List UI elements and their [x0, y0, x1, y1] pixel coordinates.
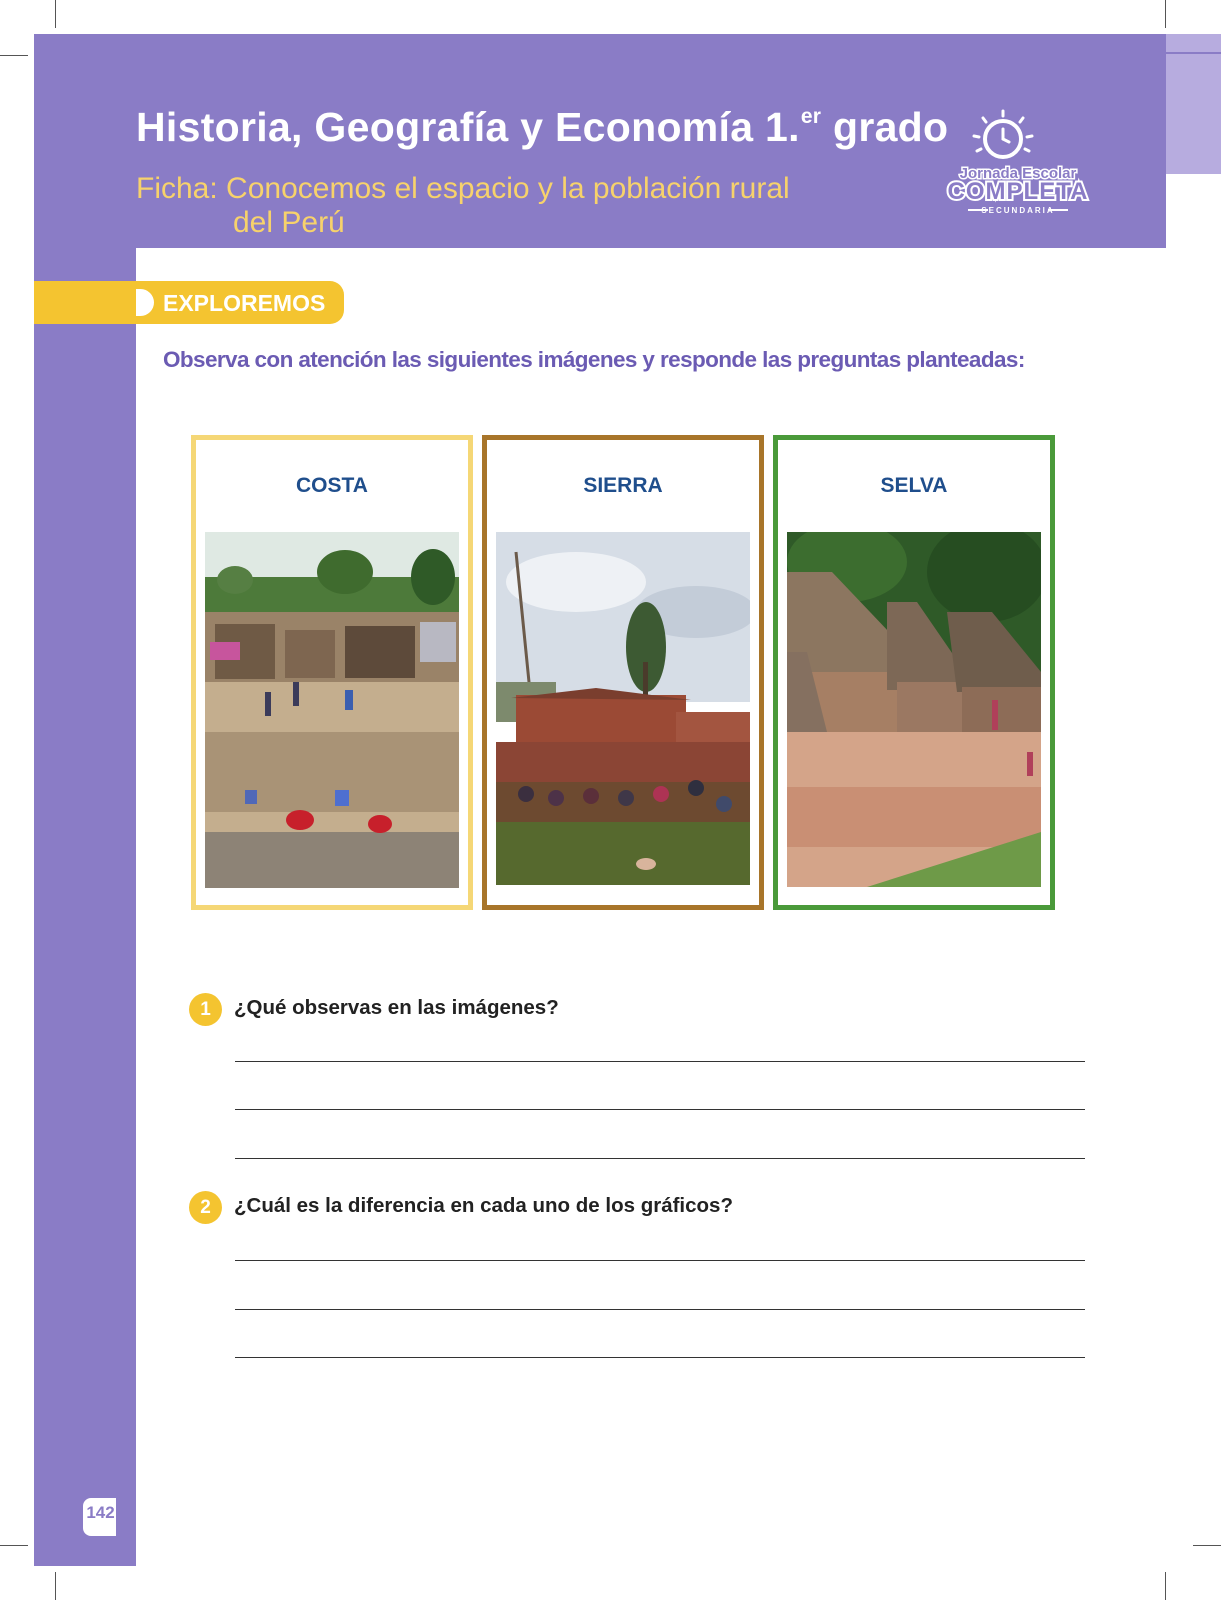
page-number: 142 [83, 1498, 116, 1536]
page-title: Historia, Geografía y Economía 1.$^{er}$ grado [136, 104, 949, 150]
question-number-badge: 1 [189, 993, 222, 1026]
question-text: ¿Qué observas en las imágenes? [234, 996, 559, 1019]
crop-mark [55, 1572, 56, 1600]
corner-tab [1166, 34, 1221, 174]
region-card-selva [773, 435, 1055, 910]
answer-line[interactable] [235, 1260, 1085, 1261]
crop-mark [1165, 1572, 1166, 1600]
title-superscript: er [800, 105, 822, 128]
crop-mark [0, 55, 28, 56]
clock-sun-icon [974, 111, 1032, 157]
coastal-settlement-photo [205, 532, 459, 888]
answer-line[interactable] [235, 1309, 1085, 1310]
jornada-escolar-completa-logo [946, 106, 1096, 218]
andean-village-photo [496, 532, 750, 885]
logo-line1: Jornada Escolar [959, 165, 1077, 182]
worksheet-subtitle [136, 172, 790, 240]
logo-line3: SECUNDARIA [981, 206, 1055, 215]
answer-line[interactable] [235, 1158, 1085, 1159]
region-label: SIERRA [583, 474, 663, 497]
question-text: ¿Cuál es la diferencia en cada uno de los gráficos? [234, 1194, 733, 1217]
region-label: SELVA [880, 474, 948, 497]
region-label: COSTA [296, 474, 368, 497]
subtitle-line1: Conocemos el espacio y la población rural [226, 172, 790, 205]
answer-line[interactable] [235, 1061, 1085, 1062]
section-label: EXPLOREMOS [163, 290, 326, 316]
jungle-huts-photo [787, 532, 1041, 887]
crop-mark [0, 1545, 28, 1546]
corner-tab-line [1166, 52, 1221, 54]
subtitle-prefix: Ficha: [136, 172, 218, 205]
question-number-badge: 2 [189, 1191, 222, 1224]
logo-line2: COMPLETA [947, 178, 1089, 205]
region-card-costa [191, 435, 473, 910]
answer-line[interactable] [235, 1109, 1085, 1110]
left-margin-band [34, 34, 136, 1566]
instruction-text: Observa con atención las siguientes imágenes y responde las preguntas planteadas: [163, 347, 1025, 372]
crop-mark [55, 0, 56, 28]
subtitle-line2: del Perú [233, 206, 345, 239]
crop-mark [1193, 1545, 1221, 1546]
crop-mark [1165, 0, 1166, 28]
region-card-sierra [482, 435, 764, 910]
answer-line[interactable] [235, 1357, 1085, 1358]
